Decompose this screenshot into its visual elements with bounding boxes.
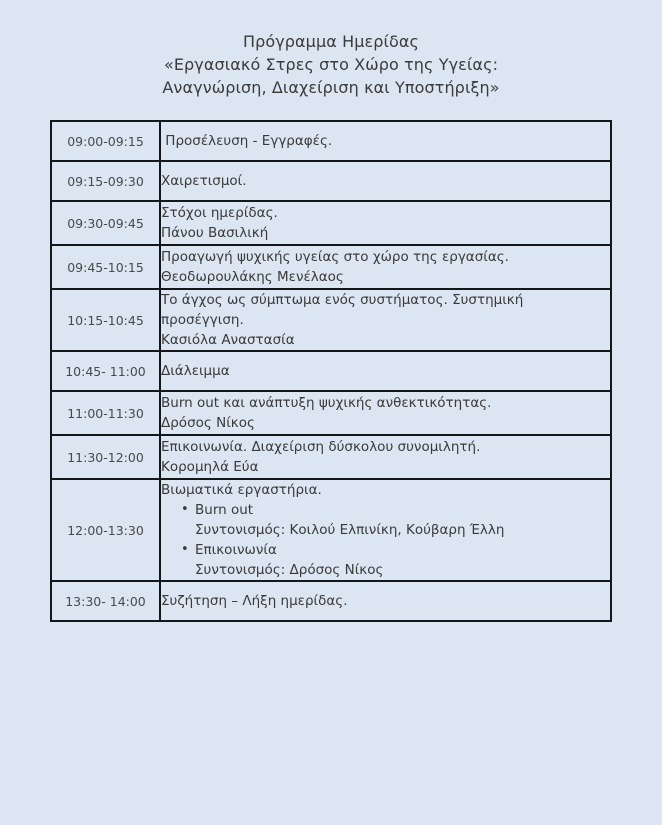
time-slot: 11:30-12:00	[51, 435, 160, 479]
time-slot: 09:30-09:45	[51, 201, 160, 245]
session-description	[160, 479, 611, 581]
list-item	[181, 540, 610, 580]
time-slot: 11:00-11:30	[51, 391, 160, 435]
session-description	[160, 391, 611, 435]
list-item	[181, 500, 610, 540]
time-slot: 13:30- 14:00	[51, 581, 160, 621]
session-description	[160, 161, 611, 201]
time-slot: 09:00-09:15	[51, 121, 160, 161]
table-row-workshops	[51, 479, 611, 581]
table-row	[51, 435, 611, 479]
time-slot: 10:15-10:45	[51, 289, 160, 351]
session-description	[160, 289, 611, 351]
page-title	[0, 0, 662, 99]
workshops-heading: Βιωματικά εργαστήρια.	[161, 482, 322, 498]
table-row	[51, 201, 611, 245]
title-line-2: «Εργασιακό Στρες στο Χώρο της Υγείας:	[163, 55, 499, 74]
session-description	[160, 201, 611, 245]
session-title: Προαγωγή ψυχικής υγείας στο χώρο της εργασίας.	[161, 249, 509, 265]
workshop-list	[161, 500, 610, 580]
workshop-name: • Burn out	[195, 502, 254, 518]
time-slot: 09:15-09:30	[51, 161, 160, 201]
time-slot: 12:00-13:30	[51, 479, 160, 581]
time-slot: 10:45- 11:00	[51, 351, 160, 391]
session-speaker: Κορομηλά Εύα	[161, 459, 259, 475]
workshop-name: • Επικοινωνία	[195, 542, 277, 558]
session-description	[160, 245, 611, 289]
session-speaker: Κασιόλα Αναστασία	[161, 332, 295, 348]
time-slot: 09:45-10:15	[51, 245, 160, 289]
title-line-1: Πρόγραμμα Ημερίδας	[242, 32, 420, 51]
table-row	[51, 245, 611, 289]
session-speaker: Πάνου Βασιλική	[161, 225, 269, 241]
session-speaker: Δρόσος Νίκος	[161, 415, 255, 431]
schedule-table-body	[51, 121, 611, 621]
session-line: Συζήτηση – Λήξη ημερίδας.	[161, 593, 348, 609]
workshop-facilitators: Συντονισμός: Κοιλού Ελπινίκη, Κούβαρη Έλλη	[195, 522, 505, 538]
table-row	[51, 391, 611, 435]
table-row	[51, 161, 611, 201]
session-speaker: Θεοδωρουλάκης Μενέλαος	[161, 269, 344, 285]
workshop-facilitators: Συντονισμός: Δρόσος Νίκος	[195, 562, 384, 578]
session-title: Το άγχος ως σύμπτωμα ενός συστήματος. Συστημική προσέγγιση.	[161, 292, 528, 328]
table-row	[51, 121, 611, 161]
table-row	[51, 351, 611, 391]
title-line-3: Αναγνώριση, Διαχείριση και Υποστήριξη»	[162, 78, 500, 97]
schedule-table-container	[50, 120, 612, 622]
session-line: Διάλειμμα	[161, 363, 230, 379]
session-description	[160, 581, 611, 621]
session-description	[160, 121, 611, 161]
session-title: Στόχοι ημερίδας.	[161, 205, 278, 221]
table-row	[51, 289, 611, 351]
table-row	[51, 581, 611, 621]
schedule-table	[50, 120, 612, 622]
session-line: Προσέλευση - Εγγραφές.	[161, 133, 333, 149]
session-line: Χαιρετισμοί.	[161, 173, 247, 189]
session-description	[160, 351, 611, 391]
session-description	[160, 435, 611, 479]
session-title: Επικοινωνία. Διαχείριση δύσκολου συνομιλητή.	[161, 439, 481, 455]
session-title: Burn out και ανάπτυξη ψυχικής ανθεκτικότητας.	[161, 395, 492, 411]
